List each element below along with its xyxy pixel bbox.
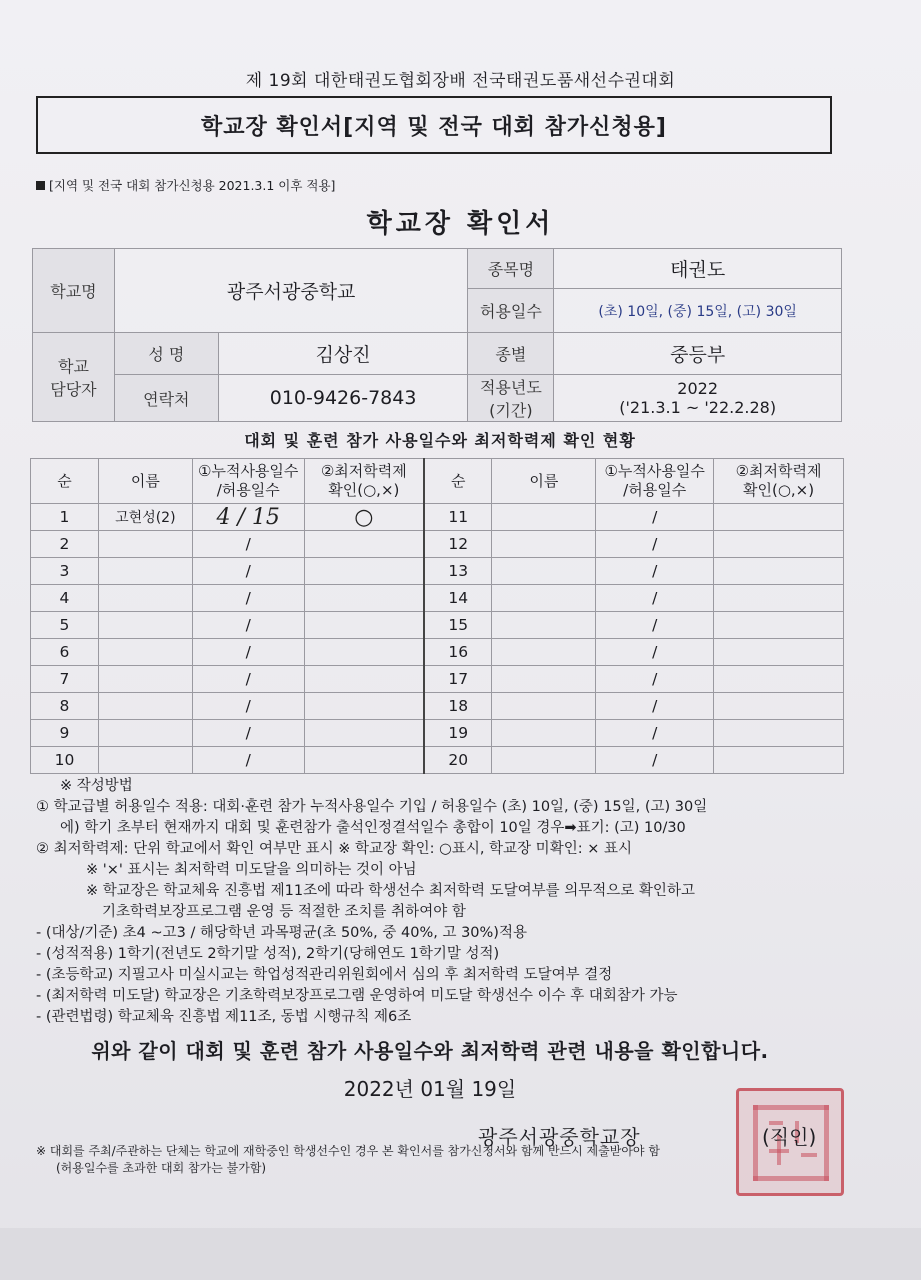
col-days-left-2: /허용일수 xyxy=(216,481,280,499)
row-name xyxy=(98,531,192,558)
row-no: 1 xyxy=(31,504,99,531)
principal-name: 광주서광중학교장 xyxy=(478,1125,641,1149)
table-row xyxy=(31,747,844,774)
instruction-line: ① 학교급별 허용일수 적용: 대회·훈련 참가 누적사용일수 기입 / 허용일수 (초) 10일, (중) 15일, (고) 30일 xyxy=(36,799,708,815)
confirmation-statement: 위와 같이 대회 및 훈련 참가 사용일수와 최저학력 관련 내용을 확인합니다. xyxy=(91,1039,769,1063)
row-name xyxy=(492,666,596,693)
main-title: 학교장 확인서 xyxy=(366,209,555,239)
row-name xyxy=(492,612,596,639)
row-ok xyxy=(714,639,844,666)
col-days-right-1: ①누적사용일수 xyxy=(604,462,705,481)
row-no: 4 xyxy=(31,585,99,612)
row-ok xyxy=(304,693,424,720)
row-days: / xyxy=(596,747,714,774)
row-no: 5 xyxy=(31,612,99,639)
row-days: / xyxy=(192,747,304,774)
row-no: 13 xyxy=(424,558,492,585)
footnote xyxy=(36,1143,660,1177)
row-days: / xyxy=(596,720,714,747)
page-bottom-margin xyxy=(0,1228,921,1280)
instruction-line: ② 최저학력제: 단위 학교에서 확인 여부만 표시 ※ 학교장 확인: ○표시, 학교장 미확인: × 표시 xyxy=(36,841,632,857)
row-days: / xyxy=(596,666,714,693)
contact-value: 010-9426-7843 xyxy=(218,375,468,422)
row-no: 15 xyxy=(424,612,492,639)
square-bullet-icon xyxy=(36,181,45,190)
row-name xyxy=(492,504,596,531)
row-name xyxy=(492,720,596,747)
row-ok xyxy=(714,504,844,531)
col-no-left: 순 xyxy=(31,459,99,504)
table-row xyxy=(31,693,844,720)
col-min-left-1: ②최저학력제 xyxy=(320,462,407,481)
contact-label: 연락처 xyxy=(114,375,218,422)
row-ok xyxy=(714,558,844,585)
table-row xyxy=(31,531,844,558)
section-title: 대회 및 훈련 참가 사용일수와 최저학력제 확인 현황 xyxy=(244,431,636,450)
row-ok xyxy=(304,558,424,585)
instruction-line: ※ '×' 표시는 최저학력 미도달을 의미하는 것이 아님 xyxy=(86,862,417,878)
row-ok xyxy=(714,531,844,558)
event-value: 태권도 xyxy=(554,249,842,289)
division-label: 종별 xyxy=(468,333,554,375)
col-days-right-2: /허용일수 xyxy=(623,481,687,499)
instruction-line: - (초등학교) 지필고사 미실시교는 학업성적관리위원회에서 심의 후 최저학력 도달여부 결정 xyxy=(36,967,613,983)
row-ok xyxy=(304,720,424,747)
row-ok xyxy=(714,585,844,612)
table-row xyxy=(31,504,844,531)
school-label: 학교명 xyxy=(33,249,115,333)
row-name xyxy=(492,747,596,774)
row-ok xyxy=(304,639,424,666)
col-min-left-2: 확인(○,×) xyxy=(328,481,400,499)
row-ok xyxy=(304,585,424,612)
row-no: 2 xyxy=(31,531,99,558)
row-ok xyxy=(714,612,844,639)
col-name-right: 이름 xyxy=(492,459,596,504)
row-name xyxy=(492,693,596,720)
footnote-line-1: ※ 대회를 주최/주관하는 단체는 학교에 재학중인 학생선수인 경우 본 확인서를 참가신청서와 함께 반드시 제출받아야 함 xyxy=(36,1144,660,1158)
col-days-left-1: ①누적사용일수 xyxy=(198,462,299,481)
row-days-handwritten: 4 / 15 xyxy=(192,504,304,531)
row-no: 3 xyxy=(31,558,99,585)
instructions-heading: ※ 작성방법 xyxy=(60,778,133,794)
row-no: 8 xyxy=(31,693,99,720)
row-name: 고현성(2) xyxy=(98,504,192,531)
row-ok xyxy=(304,531,424,558)
form-note xyxy=(36,176,335,194)
row-ok-handwritten: ○ xyxy=(304,504,424,531)
col-min-right xyxy=(714,459,844,504)
table-header-row xyxy=(31,459,844,504)
row-days: / xyxy=(192,585,304,612)
col-min-left xyxy=(304,459,424,504)
instruction-line: 에) 학기 초부터 현재까지 대회 및 훈련참가 출석인정결석일수 총합이 10일 경우➡표기: (고) 10/30 xyxy=(60,820,686,836)
row-no: 17 xyxy=(424,666,492,693)
col-no-right: 순 xyxy=(424,459,492,504)
row-days: / xyxy=(596,639,714,666)
row-days: / xyxy=(596,693,714,720)
row-days: / xyxy=(192,693,304,720)
instruction-line: 기초학력보장프로그램 운영 등 적절한 조치를 취하여야 함 xyxy=(102,904,466,920)
participation-table xyxy=(30,458,844,774)
row-days: / xyxy=(192,639,304,666)
table-row xyxy=(31,585,844,612)
row-days: / xyxy=(596,504,714,531)
year-value-2: ('21.3.1 ~ '22.2.28) xyxy=(619,398,777,417)
row-name xyxy=(492,585,596,612)
row-no: 20 xyxy=(424,747,492,774)
row-no: 10 xyxy=(31,747,99,774)
year-label-2: (기간) xyxy=(489,401,533,420)
row-ok xyxy=(304,747,424,774)
issue-date: 2022년 01월 19일 xyxy=(343,1077,517,1101)
row-ok xyxy=(714,666,844,693)
table-row xyxy=(31,612,844,639)
instruction-line: - (최저학력 미도달) 학교장은 기초학력보장프로그램 운영하여 미도달 학생선수 이수 후 대회참가 가능 xyxy=(36,988,678,1004)
stamp-label: (직인) xyxy=(762,1125,817,1149)
year-label-1: 적용년도 xyxy=(479,378,542,397)
row-ok xyxy=(304,612,424,639)
table-row xyxy=(31,639,844,666)
row-name xyxy=(98,747,192,774)
row-no: 18 xyxy=(424,693,492,720)
row-days: / xyxy=(596,558,714,585)
row-days: / xyxy=(192,666,304,693)
row-name xyxy=(98,612,192,639)
event-title: 제 19회 대한태권도협회장배 전국태권도품새선수권대회 xyxy=(245,71,676,91)
col-min-right-2: 확인(○,×) xyxy=(742,481,815,499)
row-ok xyxy=(714,693,844,720)
days-label: 허용일수 xyxy=(468,289,554,333)
row-no: 19 xyxy=(424,720,492,747)
col-name-left: 이름 xyxy=(98,459,192,504)
row-days: / xyxy=(596,531,714,558)
year-value xyxy=(554,375,842,422)
row-no: 9 xyxy=(31,720,99,747)
row-name xyxy=(492,639,596,666)
row-name xyxy=(98,666,192,693)
row-name xyxy=(98,585,192,612)
row-ok xyxy=(714,747,844,774)
table-row xyxy=(31,558,844,585)
row-no: 16 xyxy=(424,639,492,666)
row-name xyxy=(98,639,192,666)
row-days: / xyxy=(596,585,714,612)
instruction-line: - (대상/기준) 초4 ~고3 / 해당학년 과목평균(초 50%, 중 40%, 고 30%)적용 xyxy=(36,925,527,941)
days-value: (초) 10일, (중) 15일, (고) 30일 xyxy=(554,289,842,333)
manager-label xyxy=(33,333,115,422)
name-value: 김상진 xyxy=(218,333,468,375)
row-days: / xyxy=(192,558,304,585)
row-days: / xyxy=(192,720,304,747)
row-no: 12 xyxy=(424,531,492,558)
school-value: 광주서광중학교 xyxy=(114,249,468,333)
row-ok xyxy=(714,720,844,747)
school-info-table xyxy=(32,248,842,422)
row-no: 6 xyxy=(31,639,99,666)
col-min-right-1: ②최저학력제 xyxy=(735,462,822,481)
form-note-text: [지역 및 전국 대회 참가신청용 2021.3.1 이후 적용] xyxy=(49,178,336,193)
table-row xyxy=(31,666,844,693)
row-days: / xyxy=(192,531,304,558)
row-no: 7 xyxy=(31,666,99,693)
manager-label-2: 담당자 xyxy=(50,380,97,399)
event-label: 종목명 xyxy=(468,249,554,289)
row-name xyxy=(492,558,596,585)
row-days: / xyxy=(596,612,714,639)
row-days: / xyxy=(192,612,304,639)
instruction-line: - (성적적용) 1학기(전년도 2학기말 성적), 2학기(당해연도 1학기말 성적) xyxy=(36,946,500,962)
row-name xyxy=(98,558,192,585)
division-value: 중등부 xyxy=(554,333,842,375)
footnote-line-2: (허용일수를 초과한 대회 참가는 불가함) xyxy=(56,1161,267,1175)
row-name xyxy=(98,693,192,720)
year-label xyxy=(468,375,554,422)
row-no: 11 xyxy=(424,504,492,531)
writing-instructions xyxy=(36,776,876,1028)
row-name xyxy=(492,531,596,558)
header-title: 학교장 확인서[지역 및 전국 대회 참가신청용] xyxy=(36,96,832,154)
name-label: 성 명 xyxy=(114,333,218,375)
col-days-right xyxy=(596,459,714,504)
table-row xyxy=(31,720,844,747)
col-days-left xyxy=(192,459,304,504)
year-value-1: 2022 xyxy=(677,379,719,398)
instruction-line: - (관련법령) 학교체육 진흥법 제11조, 동법 시행규칙 제6조 xyxy=(36,1009,412,1025)
row-no: 14 xyxy=(424,585,492,612)
instruction-line: ※ 학교장은 학교체육 진흥법 제11조에 따라 학생선수 최저학력 도달여부를 의무적으로 확인하고 xyxy=(86,883,695,899)
manager-label-1: 학교 xyxy=(57,357,89,376)
row-name xyxy=(98,720,192,747)
row-ok xyxy=(304,666,424,693)
